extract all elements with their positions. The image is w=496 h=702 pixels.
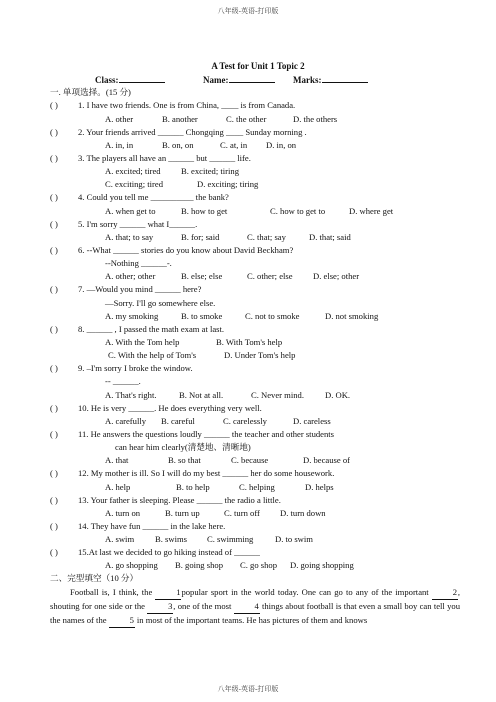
options-1 [58, 113, 458, 126]
question-13 [50, 494, 458, 507]
option-c: C. turn off [224, 507, 260, 518]
question-2 [50, 126, 458, 139]
option-d: D. not smoking [325, 310, 379, 321]
answer-paren: ( ) [50, 363, 58, 374]
option-a: A. other; other [105, 271, 156, 282]
question-text: 6. --What ______ stories do you know about David Beckham? [78, 244, 294, 255]
options-9 [58, 389, 458, 402]
cloze-passage [50, 586, 460, 628]
option-d: D. else; other [313, 271, 360, 282]
question-text: 13. Your father is sleeping. Please ______ the radio a little. [78, 494, 281, 505]
options-3a [58, 165, 458, 178]
answer-paren: ( ) [50, 244, 58, 255]
page-header: 八年级-英语-打印版 [217, 7, 279, 15]
option-a: A. turn on [105, 507, 141, 518]
answer-paren: ( ) [50, 520, 58, 531]
option-a: A. go shopping [105, 560, 158, 571]
option-d: D. turn down [280, 507, 326, 518]
cloze-blank: 4 [234, 600, 260, 614]
option-d: D. the others [293, 113, 338, 124]
option-d: D. that; said [309, 231, 351, 242]
question-text: 12. My mother is ill. So I will do my best ______ her do some housework. [78, 468, 335, 479]
option-d: D. in, on [266, 139, 297, 150]
options-15 [58, 559, 458, 572]
marks-label: Marks: [293, 75, 322, 86]
answer-paren: ( ) [50, 494, 58, 505]
passage-text: Football is, I think, the [70, 586, 156, 597]
option-b: B. for; said [181, 231, 220, 242]
option-d: D. where get [349, 205, 394, 216]
option-b: B. turn up [165, 507, 200, 518]
answer-paren: ( ) [50, 100, 58, 111]
option-c: C. With the help of Tom's [108, 350, 197, 361]
option-b: B. Not at all. [179, 389, 224, 400]
answer-paren: ( ) [50, 126, 58, 137]
test-title: A Test for Unit 1 Topic 2 [211, 61, 305, 71]
name-label: Name: [203, 75, 229, 86]
question-text: 2. Your friends arrived ______ Chongqing ____ Sunday morning . [78, 126, 307, 137]
options-7 [58, 310, 458, 323]
student-info-line [58, 73, 458, 86]
passage-text: , one of the most [173, 600, 234, 611]
option-b: B. swims [155, 534, 187, 545]
option-c: C. Never mind. [251, 389, 304, 400]
option-c: C. carelessly [223, 415, 267, 426]
option-c: C. at, in [220, 139, 248, 150]
options-5 [58, 231, 458, 244]
question-15 [50, 546, 458, 559]
options-13 [58, 507, 458, 520]
reply-7: —Sorry. I'll go somewhere else. [105, 297, 216, 308]
section-2-heading: 二、完型填空（10 分） [50, 573, 139, 584]
question-text: 3. The players all have an ______ but ______ life. [78, 152, 251, 163]
question-1 [50, 99, 458, 112]
option-c: C. how to get to [270, 205, 326, 216]
option-a: A. in, in [105, 139, 134, 150]
answer-paren: ( ) [50, 547, 58, 558]
cloze-blank: 1 [155, 586, 181, 600]
option-b: B. to help [176, 481, 210, 492]
question-text: 8. ______ , I passed the math exam at last. [78, 323, 225, 334]
options-11 [58, 454, 458, 467]
option-b: B. excited; tiring [181, 166, 239, 177]
options-8a [58, 336, 458, 349]
options-10 [58, 415, 458, 428]
answer-paren: ( ) [50, 218, 58, 229]
question-4 [50, 191, 458, 204]
question-text: 5. I'm sorry ______ what I______. [78, 218, 198, 229]
question-text: 11. He answers the questions loudly ______ the teacher and other students [78, 428, 335, 439]
option-a: A. excited; tired [105, 166, 161, 177]
option-b: B. so that [168, 455, 201, 466]
question-text: 4. Could you tell me __________ the bank? [78, 192, 229, 203]
option-b: B. another [162, 113, 198, 124]
options-6 [58, 270, 458, 283]
options-3b [58, 178, 458, 191]
option-c: C. that; say [247, 231, 286, 242]
question-text: 1. I have two friends. One is from China, ____ is from Canada. [78, 100, 296, 111]
option-c: C. swimming [207, 534, 254, 545]
passage-text: popular sport in the world today. One can go to any of the important [181, 586, 432, 597]
option-a: A. that; to say [105, 231, 154, 242]
name-blank [229, 73, 275, 83]
cloze-blank: 2 [432, 586, 458, 600]
option-c: C. because [231, 455, 269, 466]
option-b: B. else; else [181, 271, 223, 282]
question-9 [50, 362, 458, 375]
question-text: 9. –I'm sorry I broke the window. [78, 363, 193, 374]
option-a: A. that [105, 455, 129, 466]
option-d: D. because of [303, 455, 351, 466]
option-b: B. going shop [175, 560, 223, 571]
option-a: A. my smoking [105, 310, 159, 321]
options-8b [58, 349, 458, 362]
option-b: B. With Tom's help [216, 336, 283, 347]
question-6 [50, 244, 458, 257]
option-c: C. helping [239, 481, 275, 492]
passage-text: in most of the important teams. He has pictures of them and knows [134, 614, 368, 625]
question-14 [50, 520, 458, 533]
option-b: B. careful [161, 415, 195, 426]
question-7 [50, 283, 458, 296]
question-10 [50, 402, 458, 415]
option-d: D. OK. [325, 389, 351, 400]
question-text: 14. They have fun ______ in the lake here. [78, 520, 226, 531]
question-text: 15.At last we decided to go hiking instead of ______ [78, 547, 260, 558]
answer-paren: ( ) [50, 323, 58, 334]
class-blank [119, 73, 165, 83]
reply-6: --Nothing ______-. [105, 258, 172, 269]
answer-paren: ( ) [50, 428, 58, 439]
question-text: 10. He is very ______. He does everything very well. [78, 402, 262, 413]
option-d: D. going shopping [290, 560, 354, 571]
answer-paren: ( ) [50, 152, 58, 163]
section-1-heading: 一. 单项选择。(15 分) [50, 87, 131, 98]
answer-paren: ( ) [50, 192, 58, 203]
option-a: A. carefully [105, 415, 147, 426]
question-11-continued: can hear him clearly(清楚地、清晰地) [115, 442, 251, 453]
passage-text: , shouting for one side or the [50, 586, 460, 611]
answer-paren: ( ) [50, 468, 58, 479]
option-d: D. Under Tom's help [224, 350, 296, 361]
option-a: A. That's right. [105, 389, 157, 400]
option-a: A. other [105, 113, 134, 124]
question-8 [50, 323, 458, 336]
option-b: B. how to get [181, 205, 228, 216]
reply-9: -- ______. [105, 376, 141, 387]
option-d: D. to swim [275, 534, 313, 545]
question-12 [50, 467, 458, 480]
option-a: A. With the Tom help [105, 336, 180, 347]
option-a: A. swim [105, 534, 135, 545]
option-a: A. help [105, 481, 131, 492]
option-b: B. on, on [162, 139, 194, 150]
page-footer: 八年级-英语-打印版 [217, 685, 279, 693]
options-14 [58, 533, 458, 546]
option-c: C. other; else [247, 271, 293, 282]
question-5 [50, 218, 458, 231]
marks-blank [322, 73, 368, 83]
option-d: D. careless [293, 415, 331, 426]
cloze-blank: 3 [147, 600, 173, 614]
options-2 [58, 139, 458, 152]
options-12 [58, 481, 458, 494]
question-text: 7. —Would you mind ______ here? [78, 284, 202, 295]
answer-paren: ( ) [50, 284, 58, 295]
test-page [50, 60, 460, 628]
passage-text: things about football is that even a small boy can tell you the names of the [50, 600, 460, 625]
class-label: Class: [95, 75, 119, 86]
options-4 [58, 205, 458, 218]
option-c: C. not to smoke [245, 310, 300, 321]
answer-paren: ( ) [50, 402, 58, 413]
option-d: D. helps [305, 481, 334, 492]
option-d: D. exciting; tiring [197, 179, 259, 190]
option-c: C. go shop [240, 560, 278, 571]
option-c: C. the other [226, 113, 267, 124]
question-11 [50, 428, 458, 441]
question-3 [50, 152, 458, 165]
cloze-blank: 5 [109, 614, 135, 628]
option-a: A. when get to [105, 205, 156, 216]
option-b: B. to smoke [181, 310, 223, 321]
option-c: C. exciting; tired [105, 179, 163, 190]
